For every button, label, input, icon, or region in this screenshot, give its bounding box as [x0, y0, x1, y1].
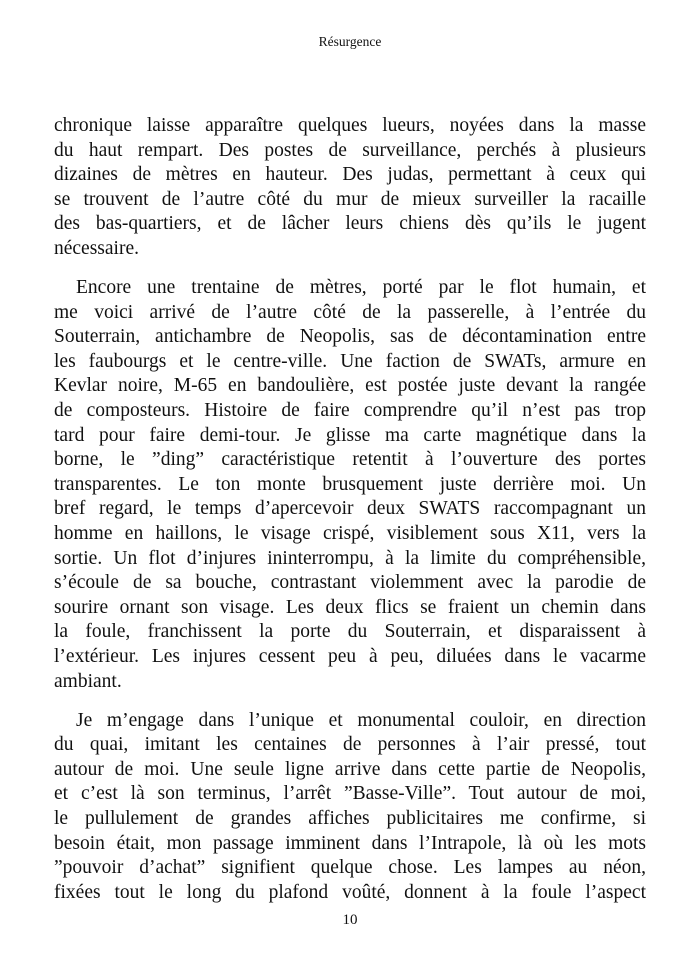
page-number: 10: [342, 912, 358, 928]
paragraph: [54, 114, 646, 262]
text-line: le pullulement de grandes affiches publicitaires me confirme, si: [54, 808, 646, 830]
text-line: sourire ornant son visage. Les deux flics se fraient un chemin dans: [54, 596, 646, 618]
text-line: la foule, franchissent la porte du Souterrain, et disparaissent à: [54, 621, 646, 643]
text-line: du haut rempart. Des postes de surveillance, perchés à plusieurs: [54, 139, 646, 161]
text-line: me voici arrivé de l’autre côté de la passerelle, à l’entrée du: [54, 301, 646, 323]
text-line: Souterrain, antichambre de Neopolis, sas de décontamination entre: [54, 326, 646, 348]
text-line: l’extérieur. Les injures cessent peu à peu, diluées dans le vacarme: [54, 645, 646, 667]
paragraph: [54, 709, 646, 906]
text-line: dizaines de mètres en hauteur. Des judas, permettant à ceux qui: [54, 164, 646, 186]
text-line: besoin était, mon passage imminent dans l’Intrapole, là où les mots: [54, 832, 646, 854]
text-line: chronique laisse apparaître quelques lueurs, noyées dans la masse: [54, 115, 646, 136]
text-line: Kevlar noire, M-65 en bandoulière, est postée juste devant la rangée: [54, 375, 646, 397]
text-line: de composteurs. Histoire de faire comprendre qu’il n’est pas trop: [54, 400, 646, 422]
text-line: borne, le ”ding” caractéristique retentit à l’ouverture des portes: [54, 449, 646, 471]
text-line: autour de moi. Une seule ligne arrive dans cette partie de Neopolis,: [54, 758, 646, 780]
text-line: Encore une trentaine de mètres, porté par le flot humain, et: [76, 277, 646, 299]
text-line: fixées tout le long du plafond voûté, donnent à la foule l’aspect: [54, 881, 646, 903]
text-line: se trouvent de l’autre côté du mur de mieux surveiller la racaille: [54, 188, 646, 210]
paragraph: [54, 276, 646, 694]
running-header: Résurgence: [318, 34, 382, 49]
text-line: s’écoule de sa bouche, contrastant violemment avec la parodie de: [54, 572, 646, 594]
text-line: homme en haillons, le visage crispé, visiblement sous X11, vers la: [54, 523, 646, 544]
text-line: bref regard, le temps d’apercevoir deux SWATS raccompagnant un: [54, 498, 646, 520]
text-line: les faubourgs et le centre-ville. Une faction de SWATs, armure en: [54, 350, 646, 372]
text-line: sortie. Un flot d’injures ininterrompu, à la limite du compréhensible,: [54, 547, 646, 569]
page-body: [54, 114, 646, 920]
text-line: des bas-quartiers, et de lâcher leurs chiens dès qu’ils le jugent: [54, 213, 646, 235]
text-line: ambiant.: [54, 670, 122, 692]
text-line: nécessaire.: [54, 237, 139, 259]
text-line: Je m’engage dans l’unique et monumental couloir, en direction: [76, 709, 646, 731]
text-line: transparentes. Le ton monte brusquement juste derrière moi. Un: [54, 473, 646, 495]
text-line: tard pour faire demi-tour. Je glisse ma carte magnétique dans la: [54, 424, 646, 446]
text-line: et c’est là son terminus, l’arrêt ”Basse-Ville”. Tout autour de moi,: [54, 783, 646, 805]
text-line: du quai, imitant les centaines de personnes à l’air pressé, tout: [54, 734, 646, 756]
text-line: ”pouvoir d’achat” signifient quelque chose. Les lampes au néon,: [54, 857, 646, 879]
